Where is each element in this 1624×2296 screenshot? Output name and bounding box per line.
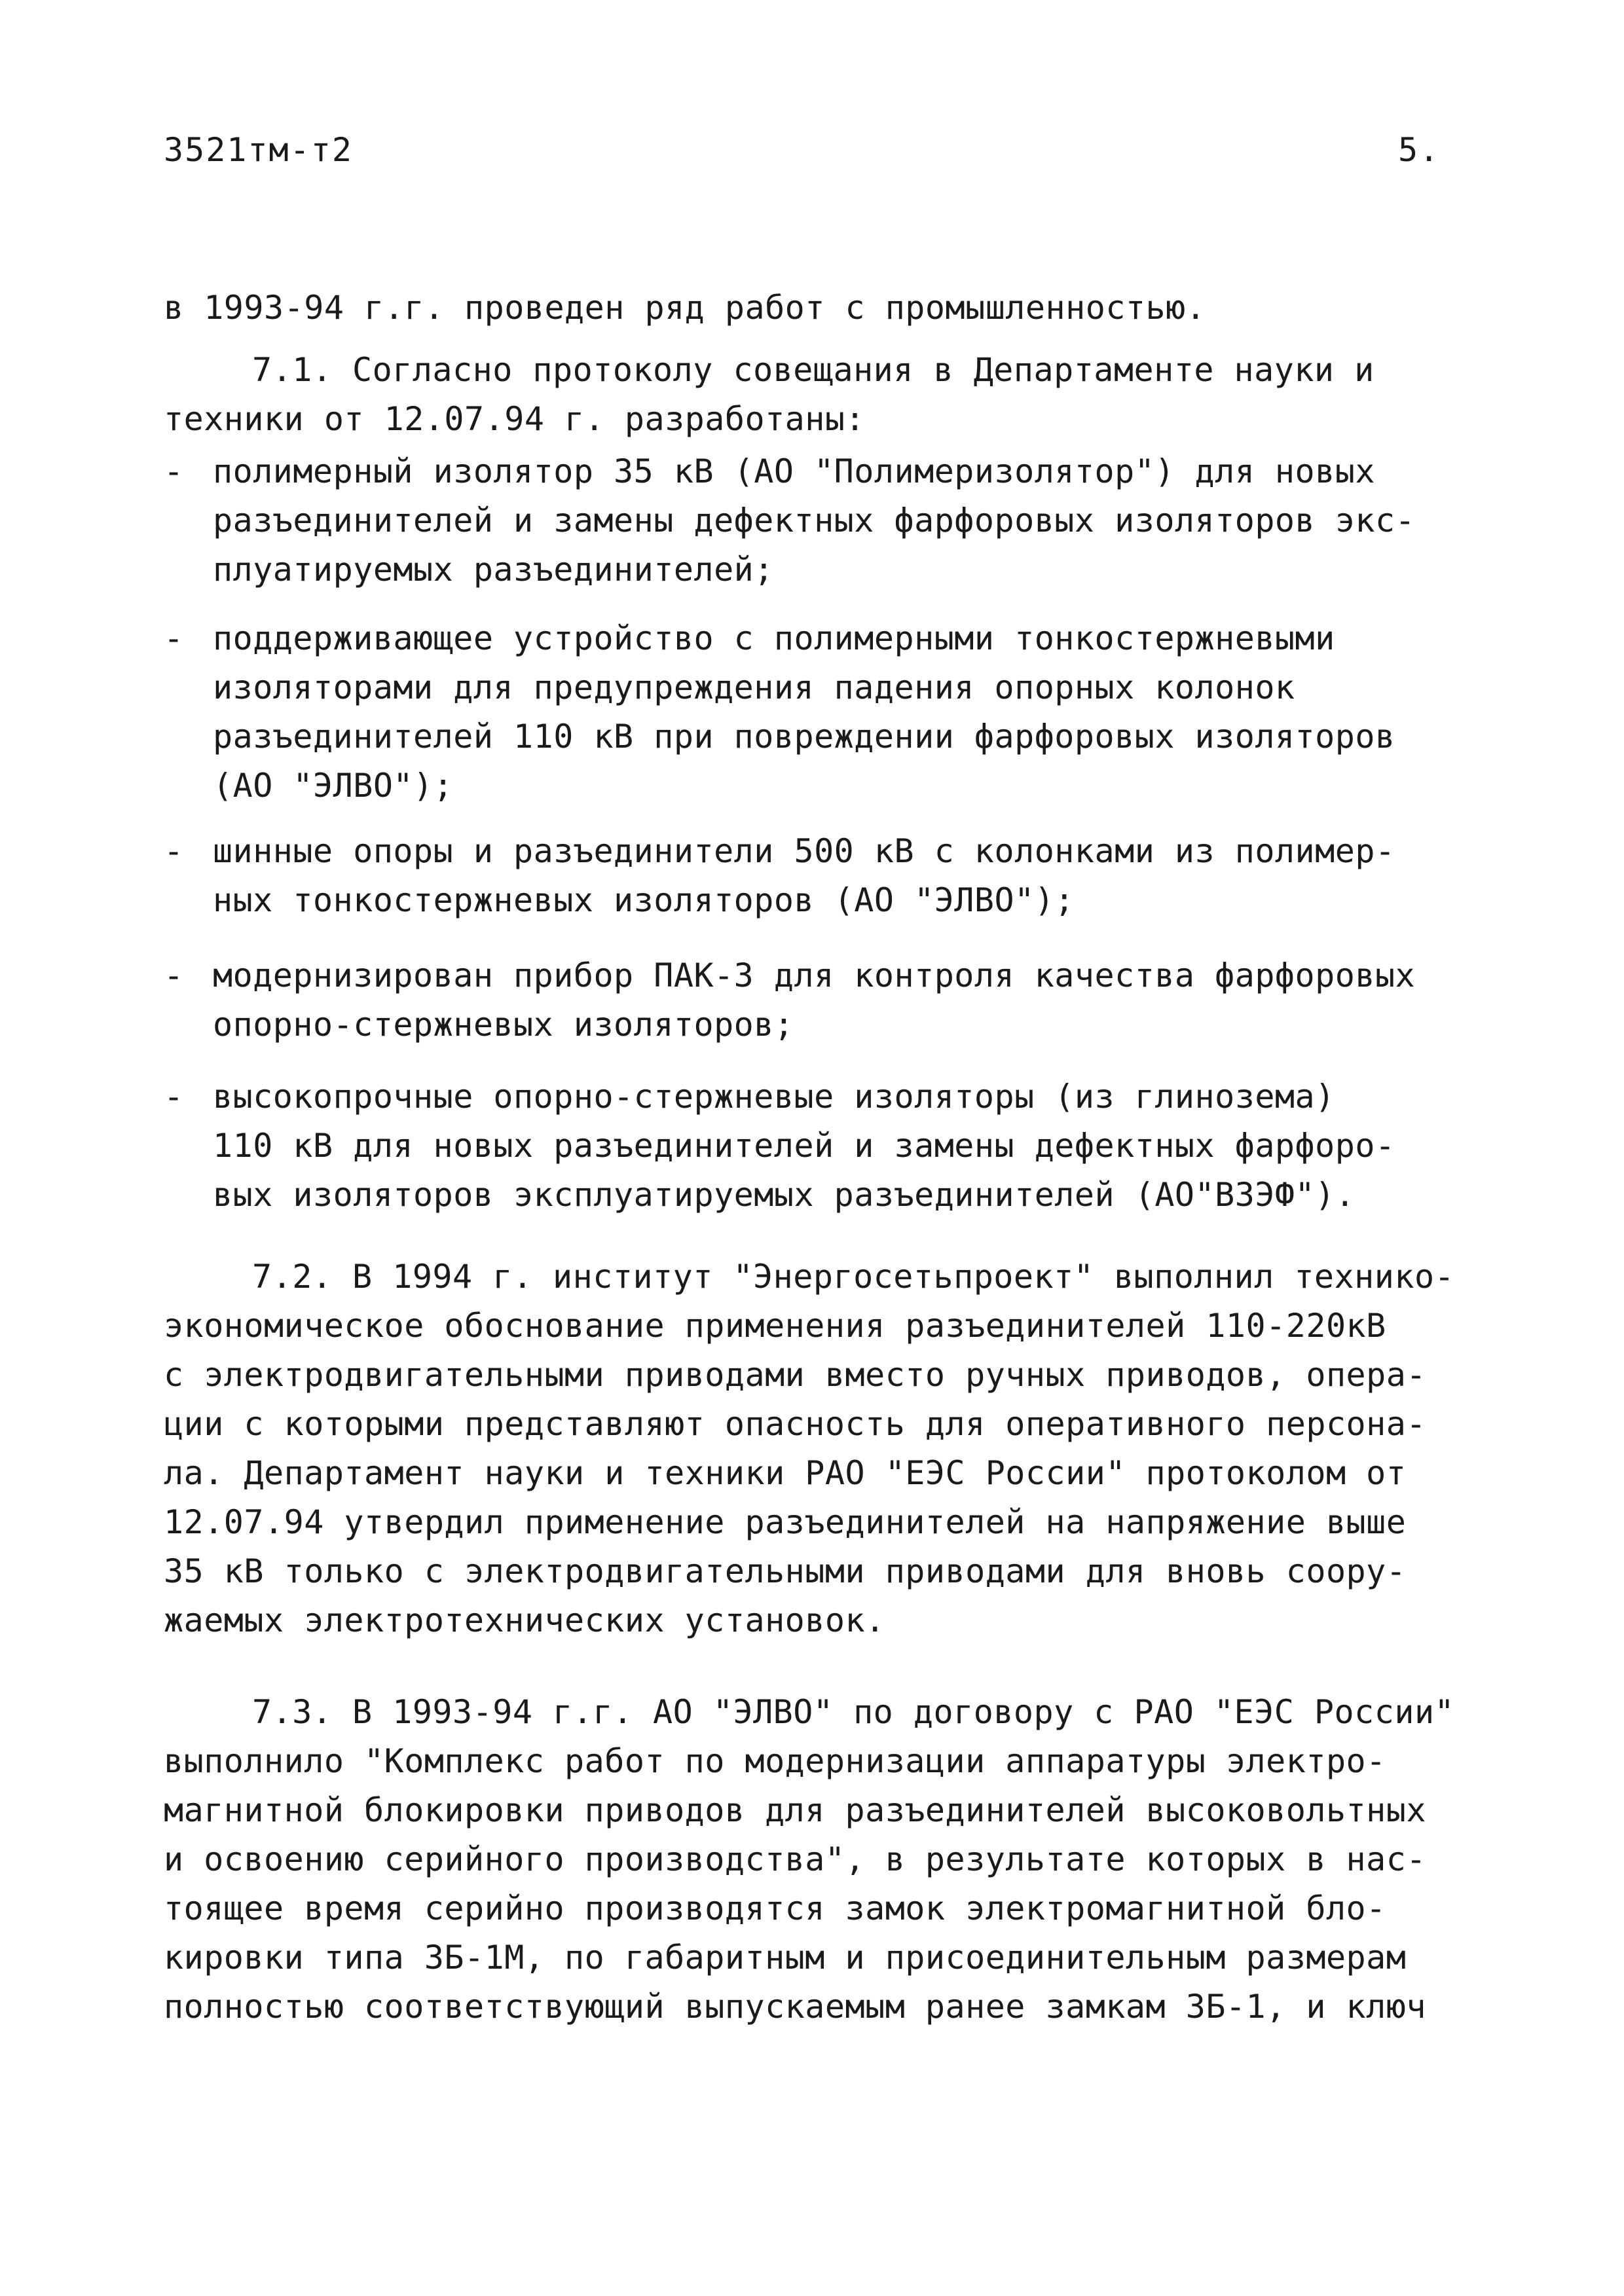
section-line: техники от 12.07.94 г. разработаны: [164,400,866,438]
list-item-line: опорно-стержневых изоляторов; [213,1006,794,1044]
list-item-line: модернизирован прибор ПАК-3 для контроля качества фарфоровых [213,957,1416,994]
section-line: магнитной блокировки приводов для разъединителей высоковольтных [164,1791,1426,1829]
bullet-dash: - [164,957,184,994]
section-line: 35 кВ только с электродвигательными приводами для вновь соору- [164,1552,1407,1590]
list-item-line: шинные опоры и разъединители 500 кВ с колонками из полимер- [213,832,1395,870]
list-item-line: (АО "ЭЛВО"); [213,767,454,805]
list-item-line: 110 кВ для новых разъединителей и замены дефектных фарфоро- [213,1127,1395,1165]
section-line: кировки типа ЗБ-1М, по габаритным и присоединительным размерам [164,1939,1407,1977]
section-line: и освоению серийного производства", в результате которых в нас- [164,1840,1426,1878]
bullet-dash: - [164,832,184,870]
section-line: 7.2. В 1994 г. институт "Энергосетьпроект" выполнил технико- [252,1258,1455,1296]
list-item-line: вых изоляторов эксплуатируемых разъединителей (АО"ВЗЭФ"). [213,1176,1356,1214]
section-line: полностью соответствующий выпускаемым ранее замкам ЗБ-1, и ключ [164,1988,1426,2026]
intro-line: в 1993-94 г.г. проведен ряд работ с промышленностью. [164,289,1206,327]
list-item-line: полимерный изолятор 35 кВ (АО "Полимеризолятор") для новых [213,452,1375,490]
list-item-line: разъединителей 110 кВ при повреждении фарфоровых изоляторов [213,718,1395,756]
section-line: 7.3. В 1993-94 г.г. АО "ЭЛВО" по договору с РАО "ЕЭС России" [252,1693,1455,1731]
list-item-line: поддерживающее устройство с полимерными тонкостержневыми [213,619,1335,657]
section-line: жаемых электротехнических установок. [164,1601,885,1639]
section-line: 7.1. Согласно протоколу совещания в Департаменте науки и [252,351,1375,389]
list-item-line: разъединителей и замены дефектных фарфоровых изоляторов экс- [213,501,1416,539]
bullet-dash: - [164,452,184,490]
section-line: 12.07.94 утвердил применение разъединителей на напряжение выше [164,1503,1407,1541]
section-line: с электродвигательными приводами вместо ручных приводов, опера- [164,1356,1426,1394]
section-line: ции с которыми представляют опасность для оперативного персона- [164,1405,1426,1443]
section-line: тоящее время серийно производятся замок электромагнитной бло- [164,1889,1386,1927]
list-item-line: ных тонкостержневых изоляторов (АО "ЭЛВО"); [213,881,1075,919]
list-item-line: плуатируемых разъединителей; [213,551,774,589]
bullet-dash: - [164,619,184,657]
section-line: ла. Департамент науки и техники РАО "ЕЭС России" протоколом от [164,1454,1407,1492]
section-line: экономическое обоснование применения разъединителей 110-220кВ [164,1307,1386,1345]
bullet-dash: - [164,1078,184,1116]
list-item-line: высокопрочные опорно-стержневые изоляторы (из глинозема) [213,1078,1335,1116]
section-line: выполнило "Комплекс работ по модернизации аппаратуры электро- [164,1742,1386,1780]
document-code: 3521тм-т2 [164,131,353,169]
list-item-line: изоляторами для предупреждения падения опорных колонок [213,668,1295,706]
page-number: 5. [1398,131,1441,169]
